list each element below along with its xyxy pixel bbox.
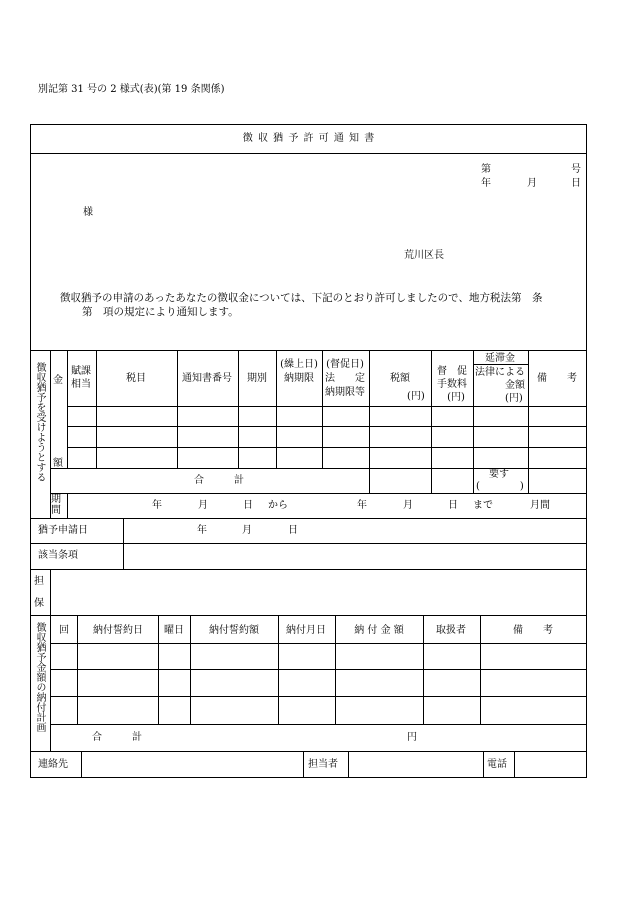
col-kibetsu: 期別 [247,373,267,384]
s2-side-line [50,615,51,751]
s1-row-line [67,426,587,427]
kin-label: 金 [53,375,63,386]
s2-row-line [50,696,587,697]
footer-col [303,751,304,778]
collateral-line [30,615,587,616]
app-date-col [123,518,124,569]
col-entai-1: 延滞金 [485,353,515,364]
app-date-line [30,543,587,544]
period-tsuki1: 月 [198,500,208,511]
s2-col-line [77,615,78,724]
notice-line-1: 徴収猶予の申請のあったあなたの徴収金については、下記のとおり許可しましたので、地方税法第 条 [60,292,543,304]
footer-tantosha: 担当者 [308,759,338,770]
clause-label: 該当条項 [38,550,78,561]
col-entai-3: 金額 [505,380,525,391]
col-tsuchisho: 通知書番号 [182,373,232,384]
s1-row-line [67,447,587,448]
s1-side-label: 徴収猶予を受けようとする [34,362,45,482]
period-made: まで [473,500,493,511]
s2-col-line [278,615,279,724]
period-hi1: 日 [243,500,253,511]
meta-dai: 第 [481,164,491,175]
col-biko: 備 考 [537,373,577,384]
title-divider [30,153,587,154]
col-tokusoku-fee-unit: (円) [447,392,465,403]
collateral-label-2: 保 [34,598,44,609]
col-tokusoku-1: (督促日) [326,359,364,370]
period-hi2: 日 [448,500,458,511]
period-kagetsu: 月間 [530,500,550,511]
s2-yen: 円 [407,732,417,743]
s1-col-line [96,350,97,468]
footer-col [514,751,515,778]
s1-side-line [50,350,51,518]
app-date-label: 猶予申請日 [38,525,88,536]
footer-contact: 連絡先 [38,759,68,770]
yosu-paren: ( ) [476,481,524,492]
s2-bottom-line [30,751,587,752]
s1-col-line [276,350,277,468]
s1-col-line [238,350,239,468]
s2-col-line [335,615,336,724]
s2-total-label: 合 計 [92,732,142,743]
notice-line-2: 第 項の規定により通知します。 [82,306,239,318]
s2-side-label: 徴収猶予金額の納付計画 [34,622,45,732]
kikan-label: 期間 [51,494,61,516]
period-nen2: 年 [357,500,367,511]
collateral-label-1: 担 [34,576,44,587]
app-date-hi: 日 [288,525,298,536]
col-entai-unit: (円) [505,393,523,404]
s1-total-label: 合 計 [194,475,244,486]
notice-bottom-line [30,350,587,351]
col-zeigaku-unit: (円) [407,391,425,402]
col-fuka-2: 相当 [71,379,91,390]
col-zeimoku: 税目 [126,373,146,384]
clause-line [30,569,587,570]
footer-denwa: 電話 [487,759,507,770]
meta-nen: 年 [481,178,491,189]
s1-row-line [67,406,587,407]
s2-col-nofu-gaku: 納 付 金 額 [354,625,404,636]
form-header: 別記第 31 号の 2 様式(表)(第 19 条関係) [38,84,225,95]
col-entai-2: 法律による [475,367,525,378]
s2-col-seiyaku-gaku: 納付誓約額 [209,625,259,636]
s1-col-line [67,493,68,518]
footer-col [348,751,349,778]
s2-col-biko: 備 考 [513,625,553,636]
app-date-tsuki: 月 [242,525,252,536]
s2-col-line [423,615,424,724]
s2-col-toriatsukai: 取扱者 [436,625,466,636]
meta-hi: 日 [571,178,581,189]
s1-col-line [528,350,529,493]
footer-col [81,751,82,778]
s2-col-youbi: 曜日 [164,625,184,636]
yosu-label: 要す [489,469,509,480]
s2-col-seiyaku-bi: 納付誓約日 [93,625,143,636]
period-kara: から [268,500,288,511]
col-fuka-1: 賦課 [71,366,91,377]
s1-col-line [177,350,178,468]
s1-bottom-line [30,518,587,519]
s1-col-line [322,350,323,468]
app-date-nen: 年 [197,525,207,536]
meta-go: 号 [571,164,581,175]
col-tokusoku-3: 納期限等 [325,387,365,398]
footer-col [483,751,484,778]
s2-row-line [50,724,587,725]
s2-col-line [480,615,481,724]
col-kuriage-1: (繰上日) [280,359,318,370]
col-tokusoku-2: 法 定 [325,373,365,384]
form-title: 徴 収 猶 予 許 可 通 知 書 [242,133,376,144]
form-frame [30,124,587,778]
period-tsuki2: 月 [403,500,413,511]
s1-col-line [67,350,68,468]
col-zeigaku: 税額 [390,373,410,384]
s2-col-kai: 回 [59,625,69,636]
period-nen1: 年 [152,500,162,511]
s2-col-line [190,615,191,724]
s1-col-line [473,350,474,493]
col-tokusoku-fee-2: 手数料 [437,379,467,390]
addressee-suffix: 様 [83,207,93,218]
s1-col-line [369,350,370,493]
s2-row-line [50,669,587,670]
col-tokusoku-fee-1: 督 促 [437,366,467,377]
meta-tsuki: 月 [527,178,537,189]
collateral-col [50,569,51,615]
issuer: 荒川区長 [404,250,444,261]
s2-col-line [158,615,159,724]
s1-col-line [431,350,432,493]
s1-row-line [50,493,587,494]
s2-row-line [50,643,587,644]
gaku-label: 額 [53,458,63,469]
col-kuriage-2: 納期限 [284,373,314,384]
s2-col-nofu-bi: 納付月日 [286,625,326,636]
